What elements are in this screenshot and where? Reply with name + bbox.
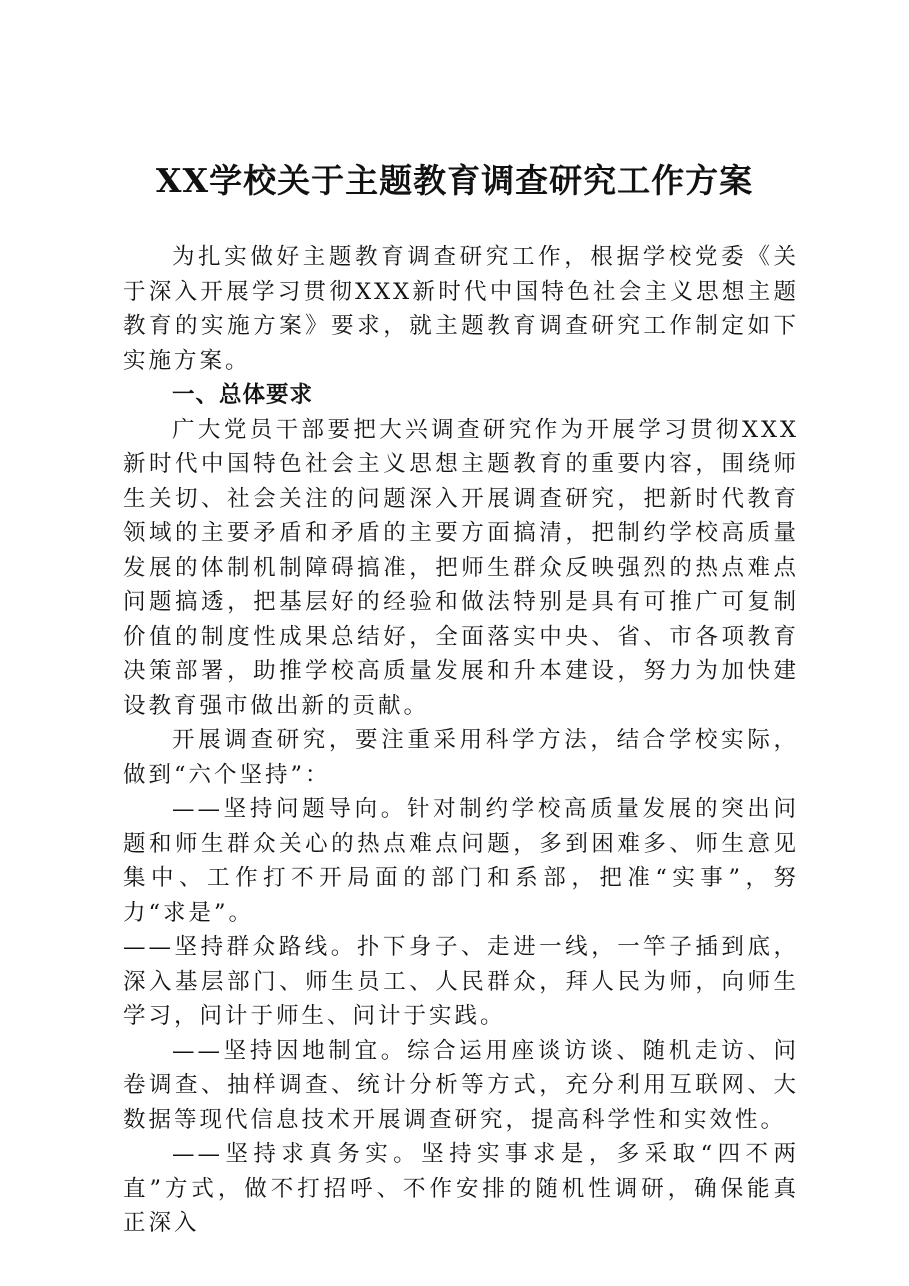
paragraph-seek-truth: ——坚持求真务实。坚持实事求是，多采取“四不两直”方式，做不打招呼、不作安排的随机性调研，确保能真正深入 — [123, 1141, 799, 1236]
paragraph-intro: 为扎实做好主题教育调查研究工作，根据学校党委《关于深入开展学习贯彻XXX新时代中国特色社会主义思想主题教育的实施方案》要求，就主题教育调查研究工作制定如下实施方案。 — [123, 244, 799, 374]
paragraph-six-principles: 开展调查研究，要注重采用科学方法，结合学校实际，做到“六个坚持”： — [123, 727, 799, 788]
paragraph-local-conditions: ——坚持因地制宜。综合运用座谈访谈、随机走访、问卷调查、抽样调查、统计分析等方式，充分利用互联网、大数据等现代信息技术开展调查研究，提高科学性和实效性。 — [123, 1037, 799, 1133]
paragraph-general-requirements: 广大党员干部要把大兴调查研究作为开展学习贯彻XXX新时代中国特色社会主义思想主题教育的重要内容，围绕师生关切、社会关注的问题深入开展调查研究，把新时代教育领域的主要矛盾和矛盾的主要方面搞清，把制约学校高质量发展的体制机制障碍搞准，把师生群众反映强烈的热点难点问题搞透，把基层好的经验和做法特别是具有可推广可复制价值的制度性成果总结好，全面落实中央、省、市各项教育决策部署，助推学校高质量发展和升本建设，努力为加快建设教育强市做出新的贡献。 — [123, 416, 799, 719]
paragraph-problem-oriented: ——坚持问题导向。针对制约学校高质量发展的突出问题和师生群众关心的热点难点问题，多到困难多、师生意见集中、工作打不开局面的部门和系部，把准“实事”，努力“求是”。 — [123, 796, 799, 926]
document-body — [123, 240, 799, 1241]
paragraph-mass-line: ——坚持群众路线。扑下身子、走进一线，一竿子插到底，深入基层部门、师生员工、人民群众，拜人民为师，向师生学习，问计于师生、问计于实践。 — [123, 934, 799, 1029]
document-title: XX学校关于主题教育调查研究工作方案 — [155, 161, 754, 200]
section-heading-general-requirements: 一、总体要求 — [172, 382, 314, 408]
